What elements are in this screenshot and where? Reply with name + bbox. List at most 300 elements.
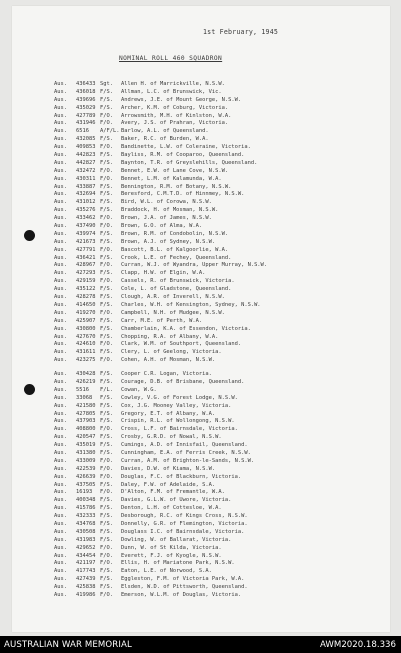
service-prefix: Aus. [54, 449, 67, 456]
rank: F/S. [100, 418, 113, 425]
name-and-hometown: Courage, D.B. of Brisbane, Queensland. [121, 378, 245, 385]
rank: F/S. [100, 513, 113, 520]
rank: F/S. [100, 378, 113, 385]
service-prefix: Aus. [54, 254, 67, 261]
service-number: 426639 [76, 473, 96, 480]
name-and-hometown: Everett, F.J. of Kyogle, N.S.W. [121, 552, 222, 559]
service-number: 400348 [76, 497, 96, 504]
name-and-hometown: Davies, G.L.W. of Uwore, Victoria. [121, 497, 232, 504]
service-prefix: Aus. [54, 357, 67, 364]
service-prefix: Aus. [54, 528, 67, 535]
roll-entry [54, 482, 267, 490]
service-prefix: Aus. [54, 120, 67, 127]
rank: F/S. [100, 394, 113, 401]
rank: F/O. [100, 144, 113, 151]
rank: F/S. [100, 349, 113, 356]
service-prefix: Aus. [54, 349, 67, 356]
archive-source: AUSTRALIAN WAR MEMORIAL [4, 640, 132, 650]
rank: F/S. [100, 449, 113, 456]
roll-entry [54, 334, 267, 342]
service-prefix: Aus. [54, 88, 67, 95]
roll-entry [54, 223, 267, 231]
service-prefix: Aus. [54, 301, 67, 308]
name-and-hometown: Desborough, R.C. of Kings Cross, N.S.W. [121, 513, 248, 520]
service-prefix: Aus. [54, 489, 67, 496]
rank: F/S. [100, 183, 113, 190]
roll-entry [54, 341, 267, 349]
service-number: 5516 [76, 386, 89, 393]
service-number: 433009 [76, 457, 96, 464]
rank: F/S. [100, 317, 113, 324]
service-number: 432085 [76, 136, 96, 143]
service-number: 434454 [76, 552, 96, 559]
name-and-hometown: Crispin, R.L. of Wollongong, N.S.W. [121, 418, 235, 425]
roll-entry [54, 176, 267, 184]
name-and-hometown: Eaton, L.E. of Norwood, S.A. [121, 568, 212, 575]
name-and-hometown: Clough, A.R. of Inverell, N.S.W. [121, 294, 225, 301]
rank: F/S. [100, 207, 113, 214]
service-prefix: Aus. [54, 317, 67, 324]
service-number: 442823 [76, 152, 96, 159]
name-and-hometown: Elsden, W.D. of Pittsworth, Queensland. [121, 584, 248, 591]
service-prefix: Aus. [54, 520, 67, 527]
rank: F/O. [100, 426, 113, 433]
rank: Sgt. [100, 81, 113, 87]
service-number: 427789 [76, 112, 96, 119]
service-prefix: Aus. [54, 481, 67, 488]
roll-entry [54, 458, 267, 466]
name-and-hometown: Clery, L. of Geelong, Victoria. [121, 349, 222, 356]
service-number: 437490 [76, 223, 96, 230]
service-prefix: Aus. [54, 175, 67, 182]
rank: F/S. [100, 520, 113, 527]
service-prefix: Aus. [54, 544, 67, 551]
name-and-hometown: Bandinette, L.W. of Coleraine, Victoria. [121, 144, 251, 151]
name-and-hometown: D'Alton, F.M. of Fremantle, W.A. [121, 489, 225, 496]
service-prefix: Aus. [54, 592, 67, 598]
rank: F/S. [100, 584, 113, 591]
document-title: NOMINAL ROLL 460 SQUADRON [119, 55, 223, 62]
name-and-hometown: Curran, A.M. of Brighton-le-Sands, N.S.W. [121, 457, 255, 464]
name-and-hometown: Crook, L.E. of Fechey, Queensland. [121, 254, 232, 261]
roll-entry [54, 568, 267, 576]
service-number: 33068 [76, 394, 93, 401]
name-and-hometown: Allen H. of Marrickville, N.S.W. [121, 81, 225, 87]
rank: F/S. [100, 254, 113, 261]
rank: F/O. [100, 465, 113, 472]
name-and-hometown: Gregory, E.T. of Albany, W.A. [121, 410, 216, 417]
name-and-hometown: Braddock, H. of Mosman, N.S.W. [121, 207, 219, 214]
service-prefix: Aus. [54, 191, 67, 198]
service-number: 439974 [76, 230, 96, 237]
name-and-hometown: Bayliss, R.M. of Cooparoo, Queensland. [121, 152, 245, 159]
service-number: 424610 [76, 341, 96, 348]
document-date: 1st February, 1945 [203, 28, 279, 36]
roll-entry [54, 387, 267, 395]
roll-entry [54, 426, 267, 434]
service-number: 430428 [76, 371, 96, 378]
roll-entry [54, 199, 267, 207]
rank: F/O. [100, 357, 113, 364]
roll-entry [54, 505, 267, 513]
service-number: 427805 [76, 410, 96, 417]
nominal-roll-list [54, 81, 267, 600]
service-prefix: Aus. [54, 325, 67, 332]
roll-entry [54, 302, 267, 310]
roll-entry [54, 97, 267, 105]
name-and-hometown: Carr, M.E. of Perth, W.A. [121, 317, 203, 324]
name-and-hometown: Campbell, N.H. of Mudgee, N.S.W. [121, 309, 225, 316]
rank: F/S. [100, 104, 113, 111]
service-number: 428278 [76, 294, 96, 301]
service-prefix: Aus. [54, 230, 67, 237]
roll-entry [54, 168, 267, 176]
rank: F/S. [100, 442, 113, 449]
punch-hole-icon [24, 384, 35, 395]
name-and-hometown: Davies, D.W. of Kiama, N.S.W. [121, 465, 216, 472]
rank: F/O. [100, 560, 113, 567]
rank: F/S. [100, 505, 113, 512]
name-and-hometown: Bennet, L.M. of Kalamunda, W.A. [121, 175, 222, 182]
roll-entry [54, 592, 267, 600]
name-and-hometown: Barlow, A.L. of Queensland. [121, 128, 209, 135]
rank: F/O. [100, 544, 113, 551]
service-number: 434768 [76, 520, 96, 527]
name-and-hometown: Chamberlain, K.A. of Essendon, Victoria. [121, 325, 251, 332]
roll-entry [54, 270, 267, 278]
service-number: 439696 [76, 96, 96, 103]
rank: F/S. [100, 481, 113, 488]
roll-entry [54, 474, 267, 482]
service-number: 427791 [76, 246, 96, 253]
service-number: 437505 [76, 481, 96, 488]
service-prefix: Aus. [54, 402, 67, 409]
service-prefix: Aus. [54, 96, 67, 103]
roll-entry [54, 294, 267, 302]
service-number: 427293 [76, 270, 96, 277]
roll-entry [54, 81, 267, 89]
service-prefix: Aus. [54, 584, 67, 591]
rank: F/O. [100, 473, 113, 480]
service-prefix: Aus. [54, 536, 67, 543]
service-prefix: Aus. [54, 286, 67, 293]
service-number: 6516 [76, 128, 89, 135]
name-and-hometown: Arrowsmith, M.H. of Kinlston, W.A. [121, 112, 232, 119]
rank: F/S. [100, 325, 113, 332]
service-prefix: Aus. [54, 473, 67, 480]
name-and-hometown: Donnelly, G.R. of Flemington, Victoria. [121, 520, 248, 527]
roll-entry [54, 553, 267, 561]
service-prefix: Aus. [54, 167, 67, 174]
roll-entry [54, 89, 267, 97]
name-and-hometown: Archer, K.M. of Coburg, Victoria. [121, 104, 229, 111]
roll-entry [54, 160, 267, 168]
service-number: 409853 [76, 144, 96, 151]
rank: F/S. [100, 286, 113, 293]
service-number: 432472 [76, 167, 96, 174]
service-prefix: Aus. [54, 341, 67, 348]
service-prefix: Aus. [54, 104, 67, 111]
name-and-hometown: Daley, F.W. of Adelaide, S.A. [121, 481, 216, 488]
service-prefix: Aus. [54, 386, 67, 393]
service-prefix: Aus. [54, 560, 67, 567]
rank: F/O. [100, 457, 113, 464]
roll-entry [54, 310, 267, 318]
roll-entry [54, 403, 267, 411]
name-and-hometown: Curran, W.J. of Wyandra, Upper Murray, N.S.W. [121, 262, 268, 269]
roll-entry [54, 418, 267, 426]
roll-entry [54, 262, 267, 270]
service-number: 442827 [76, 159, 96, 166]
roll-entry [54, 120, 267, 128]
service-number: 423275 [76, 357, 96, 364]
service-prefix: Aus. [54, 378, 67, 385]
service-prefix: Aus. [54, 497, 67, 504]
service-prefix: Aus. [54, 215, 67, 222]
service-number: 419270 [76, 309, 96, 316]
name-and-hometown: Brown, A.J. of Sydney, N.S.W. [121, 238, 216, 245]
roll-entry [54, 144, 267, 152]
service-number: 421580 [76, 402, 96, 409]
archive-reference: AWM2020.18.336 [320, 640, 396, 650]
service-number: 431012 [76, 199, 96, 206]
service-prefix: Aus. [54, 410, 67, 417]
service-number: 436433 [76, 81, 96, 87]
name-and-hometown: Bascott, B.L. of Kalgoorlie, W.A. [121, 246, 229, 253]
name-and-hometown: Charles, W.H. of Kensington, Sydney, N.S.W. [121, 301, 261, 308]
rank: F/S. [100, 230, 113, 237]
rank: F/O. [100, 215, 113, 222]
service-number: 417743 [76, 568, 96, 575]
service-prefix: Aus. [54, 394, 67, 401]
roll-entry [54, 136, 267, 144]
service-number: 436018 [76, 88, 96, 95]
rank: F/S. [100, 410, 113, 417]
name-and-hometown: Bird, W.L. of Corowa, N.S.W. [121, 199, 212, 206]
rank: F/S. [100, 238, 113, 245]
roll-entry [54, 286, 267, 294]
service-prefix: Aus. [54, 418, 67, 425]
service-number: 430311 [76, 175, 96, 182]
roll-entry [54, 278, 267, 286]
service-number: 437903 [76, 418, 96, 425]
name-and-hometown: Douglass I.C. of Bairnsdale, Victoria. [121, 528, 245, 535]
service-number: 436421 [76, 254, 96, 261]
name-and-hometown: Cohen, A.H. of Mosman, N.S.W. [121, 357, 216, 364]
roll-entry [54, 191, 267, 199]
name-and-hometown: Allman, L.C. of Brunswick, Vic. [121, 88, 222, 95]
service-prefix: Aus. [54, 505, 67, 512]
service-number: 408800 [76, 426, 96, 433]
roll-entry [54, 326, 267, 334]
rank: F/O. [100, 489, 113, 496]
service-prefix: Aus. [54, 309, 67, 316]
service-number: 435122 [76, 286, 96, 293]
service-prefix: Aus. [54, 457, 67, 464]
service-number: 432694 [76, 191, 96, 198]
service-number: 414650 [76, 301, 96, 308]
name-and-hometown: Andrews, J.E. of Mount George, N.S.W. [121, 96, 242, 103]
service-prefix: Aus. [54, 426, 67, 433]
service-prefix: Aus. [54, 278, 67, 285]
service-number: 435276 [76, 207, 96, 214]
name-and-hometown: Bennet, E.W. of Lane Cove, N.S.W. [121, 167, 229, 174]
rank: F/O. [100, 175, 113, 182]
service-number: 431611 [76, 349, 96, 356]
service-prefix: Aus. [54, 576, 67, 583]
roll-entry [54, 152, 267, 160]
service-prefix: Aus. [54, 270, 67, 277]
name-and-hometown: Baker, R.C. of Burden, W.A. [121, 136, 209, 143]
service-number: 431380 [76, 449, 96, 456]
name-and-hometown: Emerson, W.L.M. of Douglas, Victoria. [121, 592, 242, 598]
name-and-hometown: Cross, L.F. of Bairnsdale, Victoria. [121, 426, 238, 433]
service-number: 430508 [76, 528, 96, 535]
rank: F/O. [100, 552, 113, 559]
name-and-hometown: Clapp, H.W. of Elgin, W.A. [121, 270, 206, 277]
service-number: 16193 [76, 489, 93, 496]
service-number: 431983 [76, 536, 96, 543]
service-prefix: Aus. [54, 513, 67, 520]
service-number: 425907 [76, 317, 96, 324]
service-number: 430800 [76, 325, 96, 332]
rank: F/O. [100, 341, 113, 348]
roll-entry [54, 371, 267, 379]
roll-entry [54, 357, 267, 365]
rank: F/S. [100, 497, 113, 504]
service-number: 435019 [76, 442, 96, 449]
name-and-hometown: Avery, J.S. of Prahran, Victoria. [121, 120, 229, 127]
service-prefix: Aus. [54, 223, 67, 230]
roll-entry [54, 411, 267, 419]
roll-entry [54, 584, 267, 592]
roll-entry [54, 128, 267, 136]
name-and-hometown: Cumings, A.D. of Innisfail, Queensland. [121, 442, 248, 449]
roll-entry [54, 497, 267, 505]
name-and-hometown: Dowling, W. of Ballarat, Victoria. [121, 536, 232, 543]
name-and-hometown: Brown, J.A. of James, N.S.W. [121, 215, 212, 222]
roll-entry [54, 239, 267, 247]
service-prefix: Aus. [54, 112, 67, 119]
name-and-hometown: Cunningham, E.A. of Ferris Creek, N.S.W. [121, 449, 251, 456]
roll-entry [54, 207, 267, 215]
rank: F/S. [100, 294, 113, 301]
service-prefix: Aus. [54, 238, 67, 245]
service-number: 433462 [76, 215, 96, 222]
roll-entry [54, 560, 267, 568]
rank: F/O. [100, 278, 113, 285]
service-prefix: Aus. [54, 183, 67, 190]
service-prefix: Aus. [54, 294, 67, 301]
roll-entry [54, 513, 267, 521]
rank: F/O. [100, 592, 113, 598]
name-and-hometown: Dunn, W. of St Kilda, Victoria. [121, 544, 222, 551]
name-and-hometown: Beresford, C.M.T.D. of Hinnmey, N.S.W. [121, 191, 245, 198]
service-prefix: Aus. [54, 81, 67, 87]
rank: F/S. [100, 191, 113, 198]
service-number: 429159 [76, 278, 96, 285]
roll-entry [54, 318, 267, 326]
service-number: 432333 [76, 513, 96, 520]
service-prefix: Aus. [54, 552, 67, 559]
rank: F/O. [100, 167, 113, 174]
roll-entry [54, 184, 267, 192]
roll-entry [54, 379, 267, 387]
service-number: 419986 [76, 592, 96, 598]
name-and-hometown: Ellis, H. of Mariatone Park, N.S.W. [121, 560, 235, 567]
service-number: 415786 [76, 505, 96, 512]
roll-entry [54, 105, 267, 113]
rank: F/S. [100, 568, 113, 575]
rank: F/O. [100, 112, 113, 119]
name-and-hometown: Cassels, R. of Brunswick, Victoria. [121, 278, 235, 285]
rank: A/F/L. [100, 128, 120, 135]
service-prefix: Aus. [54, 144, 67, 151]
service-prefix: Aus. [54, 465, 67, 472]
service-prefix: Aus. [54, 159, 67, 166]
rank: F/S. [100, 88, 113, 95]
service-number: 435029 [76, 104, 96, 111]
service-number: 422539 [76, 465, 96, 472]
service-prefix: Aus. [54, 371, 67, 378]
roll-entry [54, 537, 267, 545]
name-and-hometown: Chopping, R.A. of Albany, W.A. [121, 333, 219, 340]
roll-entry [54, 576, 267, 584]
name-and-hometown: Denton, L.H. of Cottesloe, W.A. [121, 505, 222, 512]
name-and-hometown: Cooper C.R. Logan, Victoria. [121, 371, 212, 378]
service-prefix: Aus. [54, 442, 67, 449]
punch-hole-icon [24, 230, 35, 241]
rank: F/S. [100, 199, 113, 206]
name-and-hometown: Baynton, T.R. of Greyslehills, Queensland. [121, 159, 258, 166]
service-number: 420547 [76, 434, 96, 441]
rank: F/O. [100, 262, 113, 269]
service-number: 431946 [76, 120, 96, 127]
name-and-hometown: Cox, J.G. Mooney Valley, Victoria. [121, 402, 232, 409]
rank: F/S. [100, 528, 113, 535]
service-number: 421197 [76, 560, 96, 567]
rank: F/S. [100, 96, 113, 103]
rank: F/S. [100, 136, 113, 143]
roll-entry [54, 545, 267, 553]
rank: F/S. [100, 576, 113, 583]
roll-entry [54, 247, 267, 255]
name-and-hometown: Eggleston, F.M. of Victoria Park, W.A. [121, 576, 245, 583]
rank: F/S. [100, 536, 113, 543]
service-prefix: Aus. [54, 128, 67, 135]
rank: F/S. [100, 152, 113, 159]
service-prefix: Aus. [54, 246, 67, 253]
roll-entry [54, 442, 267, 450]
roll-entry [54, 434, 267, 442]
roll-entry [54, 450, 267, 458]
rank: F/S. [100, 434, 113, 441]
service-number: 427670 [76, 333, 96, 340]
rank: F/O. [100, 120, 113, 127]
roll-entry [54, 466, 267, 474]
rank: F/S. [100, 371, 113, 378]
roll-entry [54, 395, 267, 403]
service-number: 426219 [76, 378, 96, 385]
service-prefix: Aus. [54, 199, 67, 206]
name-and-hometown: Brown, G.O. of Alma, W.A. [121, 223, 203, 230]
name-and-hometown: Brown, R.M. of Condobolin, N.S.W. [121, 230, 229, 237]
roll-entry [54, 349, 267, 357]
name-and-hometown: Crosby, G.R.D. of Nowal, N.S.W. [121, 434, 222, 441]
name-and-hometown: Bennington, R.M. of Botany, N.S.W. [121, 183, 232, 190]
rank: F/S. [100, 333, 113, 340]
roll-entry [54, 529, 267, 537]
